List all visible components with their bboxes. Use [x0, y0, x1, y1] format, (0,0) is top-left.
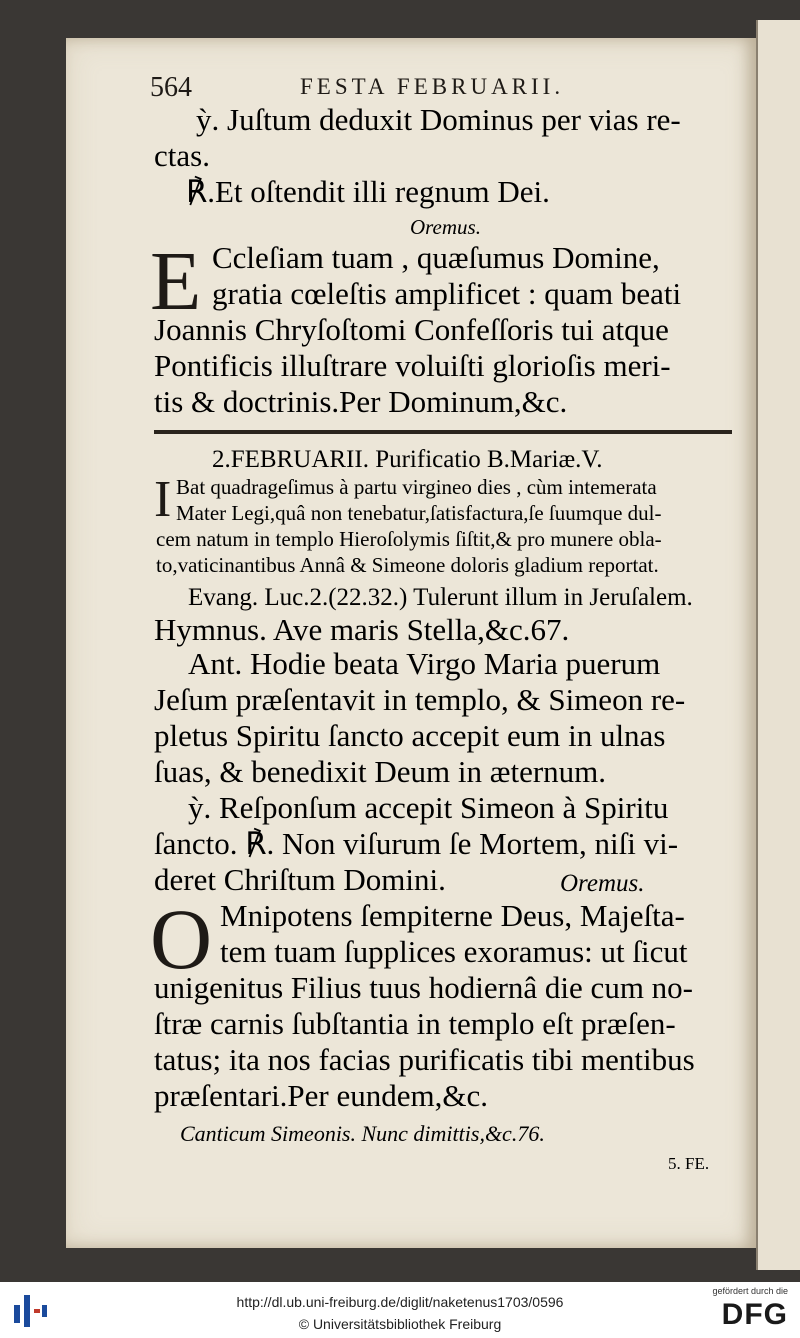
- collect-line-2: gratia cœleſtis amplificet : quam beati: [212, 276, 682, 311]
- hymn-reference: Hymnus. Ave maris Stella,&c.67.: [154, 612, 570, 647]
- prayer-line-4: ſtræ carnis ſubſtantia in templo eſt præſen-: [154, 1006, 676, 1041]
- prayer-line-2: tem tuam ſupplices exoramus: ut ſicut: [220, 934, 688, 969]
- document-url[interactable]: http://dl.ub.uni-freiburg.de/diglit/naketenus1703/0596: [236, 1294, 564, 1310]
- prayer-line-6: præſentari.Per eundem,&c.: [154, 1078, 489, 1113]
- summary-line-1: Bat quadrageſimus à partu virgineo dies , cùm intemerata: [176, 475, 657, 499]
- running-title: FESTA FEBRUARII.: [300, 74, 565, 99]
- antiphon-line-2: Jeſum præſentavit in templo, & Simeon re-: [154, 682, 686, 717]
- dfg-logo: DFG: [721, 1298, 788, 1331]
- oremus-label-1: Oremus.: [410, 215, 481, 239]
- oremus-label-2: Oremus.: [560, 870, 645, 897]
- feast-heading: 2.FEBRUARII. Purificatio B.Mariæ.V.: [212, 446, 603, 473]
- versicle-line-2: ctas.: [154, 138, 210, 173]
- catchword: 5. FE.: [668, 1154, 710, 1173]
- viewer-footer: [0, 1282, 800, 1338]
- prayer-line-5: tatus; ita nos facias purificatis tibi mentibus: [154, 1042, 695, 1077]
- summary-line-2: Mater Legi,quâ non tenebatur,ſatisfactura,ſe ſuumque dul-: [176, 501, 662, 525]
- response-line: ℟.Et oſtendit illi regnum Dei.: [186, 174, 550, 209]
- versicle-2-line-2: ſancto. ℟. Non viſurum ſe Mortem, niſi vi-: [154, 826, 679, 861]
- page-number: 564: [150, 72, 192, 103]
- summary-line-4: to,vaticinantibus Annâ & Simeone doloris gladium reportat.: [156, 553, 659, 577]
- versicle-2-line-3: deret Chriſtum Domini.: [154, 862, 446, 897]
- gospel-reference: Evang. Luc.2.(22.32.) Tulerunt illum in Jeruſalem.: [188, 584, 693, 611]
- copyright-notice: © Universitätsbibliothek Freiburg: [298, 1316, 502, 1332]
- collect-line-4: Pontificis illuſtrare voluiſti glorioſis meri-: [154, 348, 671, 383]
- drop-cap-o: O: [150, 891, 213, 987]
- prayer-line-3: unigenitus Filius tuus hodiernâ die cum no-: [154, 970, 694, 1005]
- versicle-2-line-1: ỳ. Reſponſum accepit Simeon à Spiritu: [188, 790, 669, 825]
- antiphon-line-4: ſuas, & benedixit Deum in æternum.: [154, 754, 607, 789]
- collect-line-5: tis & doctrinis.Per Dominum,&c.: [154, 384, 568, 419]
- drop-cap-e: E: [150, 235, 202, 328]
- adjacent-page-edge: [756, 20, 800, 1270]
- summary-line-3: cem natum in templo Hieroſolymis ſiſtit,& pro munere obla-: [156, 527, 662, 551]
- collect-line-3: Joannis Chryſoſtomi Confeſſoris tui atque: [154, 312, 669, 347]
- funded-by-label: gefördert durch die: [712, 1286, 788, 1296]
- antiphon-line-3: pletus Spiritu ſancto accepit eum in ulnas: [154, 718, 666, 753]
- versicle-line-1: ỳ. Juſtum deduxit Dominus per vias re-: [196, 102, 681, 137]
- collect-line-1: Ccleſiam tuam , quæſumus Domine,: [212, 240, 660, 275]
- drop-cap-i: I: [154, 471, 172, 528]
- ornamental-rule: [154, 430, 732, 434]
- antiphon-line-1: Ant. Hodie beata Virgo Maria puerum: [188, 646, 661, 681]
- canticum-reference: Canticum Simeonis. Nunc dimittis,&c.76.: [180, 1121, 545, 1146]
- prayer-line-1: Mnipotens ſempiterne Deus, Majeſta-: [220, 898, 685, 933]
